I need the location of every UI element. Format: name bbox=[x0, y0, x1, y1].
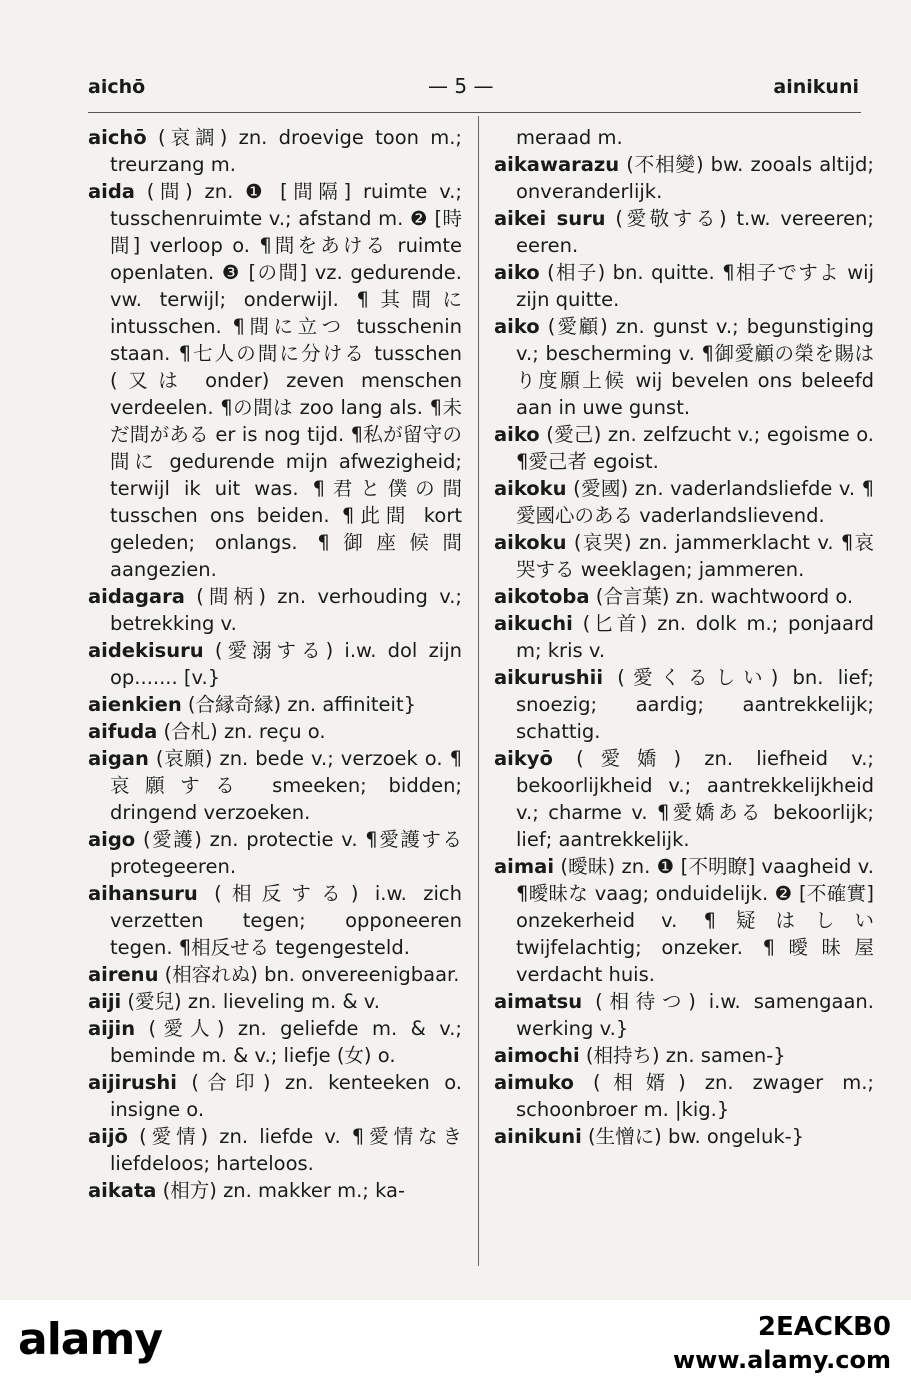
dictionary-entry bbox=[88, 988, 462, 1015]
entry-headword: aikurushii bbox=[494, 666, 604, 689]
entry-headword: aidekisuru bbox=[88, 639, 204, 662]
entry-definition: (愛人) zn. geliefde m. & v.; beminde m. & v.; liefje (女) o. bbox=[110, 1017, 462, 1067]
dictionary-entry bbox=[494, 124, 874, 151]
header-rule bbox=[88, 112, 861, 113]
entry-headword: aiko bbox=[494, 423, 540, 446]
entry-definition: (匕首) zn. dolk m.; ponjaard m; kris v. bbox=[516, 612, 874, 662]
dictionary-entry bbox=[494, 988, 874, 1042]
entry-headword: aiko bbox=[494, 315, 540, 338]
dictionary-entry bbox=[88, 718, 462, 745]
entry-headword: aijirushi bbox=[88, 1071, 177, 1094]
dictionary-entry bbox=[88, 691, 462, 718]
right-column bbox=[494, 124, 874, 1150]
dictionary-entry bbox=[88, 178, 462, 583]
entry-definition: (相方) zn. makker m.; ka- bbox=[156, 1179, 406, 1202]
dictionary-entry bbox=[88, 1177, 462, 1204]
dictionary-entry bbox=[88, 124, 462, 178]
dictionary-entry bbox=[494, 610, 874, 664]
entry-definition: (相容れぬ) bn. onvereenigbaar. bbox=[158, 963, 460, 986]
entry-headword: aikata bbox=[88, 1179, 157, 1202]
dictionary-entry bbox=[494, 1042, 874, 1069]
entry-headword: aikei suru bbox=[494, 207, 606, 230]
dictionary-entry bbox=[88, 1015, 462, 1069]
dictionary-entry bbox=[494, 475, 874, 529]
running-head-last-word: ainikuni bbox=[773, 76, 859, 98]
dictionary-entry bbox=[88, 583, 462, 637]
entry-headword: aimuko bbox=[494, 1071, 574, 1094]
dictionary-entry bbox=[494, 1123, 874, 1150]
entry-headword: aikawarazu bbox=[494, 153, 620, 176]
entry-headword: aimatsu bbox=[494, 990, 583, 1013]
entry-definition: (相待つ) i.w. samengaan. werking v.} bbox=[516, 990, 874, 1040]
entry-definition: (愛溺する) i.w. dol zijn op....... [v.} bbox=[110, 639, 462, 689]
entry-definition: (相反する) i.w. zich verzetten tegen; opponeeren tegen. ¶相反せる tegengesteld. bbox=[110, 882, 462, 959]
entry-headword: aichō bbox=[88, 126, 147, 149]
entry-definition: (相持ち) zn. samen-} bbox=[579, 1044, 786, 1067]
entry-definition: (愛護) zn. protectie v. ¶愛護する protegeeren. bbox=[110, 828, 462, 878]
dictionary-entry bbox=[88, 961, 462, 988]
entry-definition: (愛敬する) t.w. vereeren; eeren. bbox=[516, 207, 874, 257]
entry-definition: (生憎に) bw. ongeluk-} bbox=[581, 1125, 805, 1148]
entry-definition: (愛國) zn. vaderlandsliefde v. ¶愛國心のある vaderlandslievend. bbox=[516, 477, 874, 527]
entry-headword: aigan bbox=[88, 747, 149, 770]
entry-definition: (曖昧) zn. ❶ [不明瞭] vaagheid v. ¶曖昧な vaag; onduidelijk. ❷ [不確實] onzekerheid v. ¶疑はしい twijfelachtig; onzeker. ¶曖昧屋 verdacht huis. bbox=[516, 855, 874, 986]
entry-definition: (愛くるしい) bn. lief; snoezig; aardig; aantrekkelijk; schattig. bbox=[516, 666, 874, 743]
entry-headword: airenu bbox=[88, 963, 159, 986]
running-head bbox=[88, 70, 859, 106]
dictionary-entry bbox=[494, 664, 874, 745]
entry-headword: aienkien bbox=[88, 693, 182, 716]
dictionary-entry bbox=[494, 1069, 874, 1123]
entry-headword: aijō bbox=[88, 1125, 128, 1148]
left-column bbox=[88, 124, 462, 1204]
dictionary-entry bbox=[88, 1069, 462, 1123]
dictionary-entry bbox=[494, 151, 874, 205]
entry-definition: (相子) bn. quitte. ¶相子ですよ wij zijn quitte. bbox=[516, 261, 874, 311]
entry-headword: ainikuni bbox=[494, 1125, 582, 1148]
dictionary-entry bbox=[88, 745, 462, 826]
entry-definition: (愛兒) zn. lieveling m. & v. bbox=[121, 990, 380, 1013]
dictionary-entry bbox=[88, 880, 462, 961]
entry-headword: aikotoba bbox=[494, 585, 590, 608]
dictionary-entry bbox=[494, 421, 874, 475]
site-url: www.alamy.com bbox=[672, 1346, 891, 1374]
entry-headword: aikoku bbox=[494, 477, 567, 500]
entry-headword: aiko bbox=[494, 261, 540, 284]
entry-headword: aihansuru bbox=[88, 882, 198, 905]
dictionary-entry bbox=[88, 637, 462, 691]
entry-headword: aimochi bbox=[494, 1044, 580, 1067]
entry-definition: (愛顧) zn. gunst v.; begunstiging v.; bescherming v. ¶御愛顧の榮を賜はり度願上候 wij bevelen ons beleefd aan in uwe gunst. bbox=[516, 315, 874, 419]
entry-headword: aikyō bbox=[494, 747, 553, 770]
entry-headword: aiji bbox=[88, 990, 122, 1013]
entry-definition: (合札) zn. reçu o. bbox=[157, 720, 326, 743]
alamy-logo: alamy bbox=[18, 1314, 162, 1365]
entry-definition: (合印) zn. kenteeken o. insigne o. bbox=[110, 1071, 462, 1121]
dictionary-entry bbox=[88, 826, 462, 880]
entry-definition: (合縁奇縁) zn. affiniteit} bbox=[181, 693, 417, 716]
entry-definition: (愛己) zn. zelfzucht v.; egoisme o. ¶愛己者 egoist. bbox=[516, 423, 874, 473]
dictionary-entry bbox=[88, 1123, 462, 1177]
entry-definition: (哀願) zn. bede v.; verzoek o. ¶哀願する smeeken; bidden; dringend verzoeken. bbox=[110, 747, 462, 824]
image-code: 2EACKB0 bbox=[757, 1312, 891, 1342]
dictionary-entry bbox=[494, 313, 874, 421]
page-number: — 5 — bbox=[428, 74, 494, 98]
column-divider bbox=[478, 116, 479, 1266]
entry-headword: aijin bbox=[88, 1017, 136, 1040]
entry-definition: (相婿) zn. zwager m.; schoonbroer m. |kig.} bbox=[516, 1071, 874, 1121]
entry-definition: (間柄) zn. verhouding v.; betrekking v. bbox=[110, 585, 462, 635]
dictionary-entry bbox=[494, 853, 874, 988]
entry-definition: (合言葉) zn. wachtwoord o. bbox=[589, 585, 854, 608]
stock-watermark-bar bbox=[0, 1300, 911, 1390]
entry-headword: aimai bbox=[494, 855, 555, 878]
running-head-first-word: aichō bbox=[88, 76, 146, 98]
entry-definition: (間) zn. ❶ [間隔] ruimte v.; tusschenruimte v.; afstand m. ❷ [時間] verloop o. ¶間をあける ruimte openlaten. ❸ [の間] vz. gedurende. vw. terwijl; onderwijl. ¶其間に intusschen. ¶間に立つ tusschenin staan. ¶七人の間に分ける tusschen (又は onder) zeven menschen verdeelen. ¶の間は zoo lang als. ¶未だ間がある er is nog tijd. ¶私が留守の間に gedurende mijn afwezigheid; terwijl ik uit was. ¶君と僕の間 tusschen ons beiden. ¶此間 kort geleden; onlangs. ¶御座候間 aangezien. bbox=[110, 180, 462, 581]
entry-headword: aida bbox=[88, 180, 135, 203]
entry-headword: aikuchi bbox=[494, 612, 573, 635]
entry-definition: meraad m. bbox=[516, 126, 623, 149]
entry-headword: aidagara bbox=[88, 585, 185, 608]
entry-headword: aigo bbox=[88, 828, 136, 851]
entry-headword: aifuda bbox=[88, 720, 158, 743]
entry-definition: (愛情) zn. liefde v. ¶愛情なき liefdeloos; harteloos. bbox=[110, 1125, 462, 1175]
dictionary-entry bbox=[494, 205, 874, 259]
dictionary-entry bbox=[494, 259, 874, 313]
entry-definition: (哀調) zn. droevige toon m.; treurzang m. bbox=[110, 126, 462, 176]
dictionary-entry bbox=[494, 583, 874, 610]
entry-definition: (愛嬌) zn. liefheid v.; bekoorlijkheid v.; aantrekkelijkheid v.; charme v. ¶愛嬌ある bekoorlijk; lief; aantrekkelijk. bbox=[516, 747, 874, 851]
dictionary-entry bbox=[494, 745, 874, 853]
dictionary-entry bbox=[494, 529, 874, 583]
entry-definition: (不相變) bw. zooals altijd; onveranderlijk. bbox=[516, 153, 874, 203]
entry-headword: aikoku bbox=[494, 531, 567, 554]
entry-definition: (哀哭) zn. jammerklacht v. ¶哀哭する weeklagen; jammeren. bbox=[516, 531, 874, 581]
